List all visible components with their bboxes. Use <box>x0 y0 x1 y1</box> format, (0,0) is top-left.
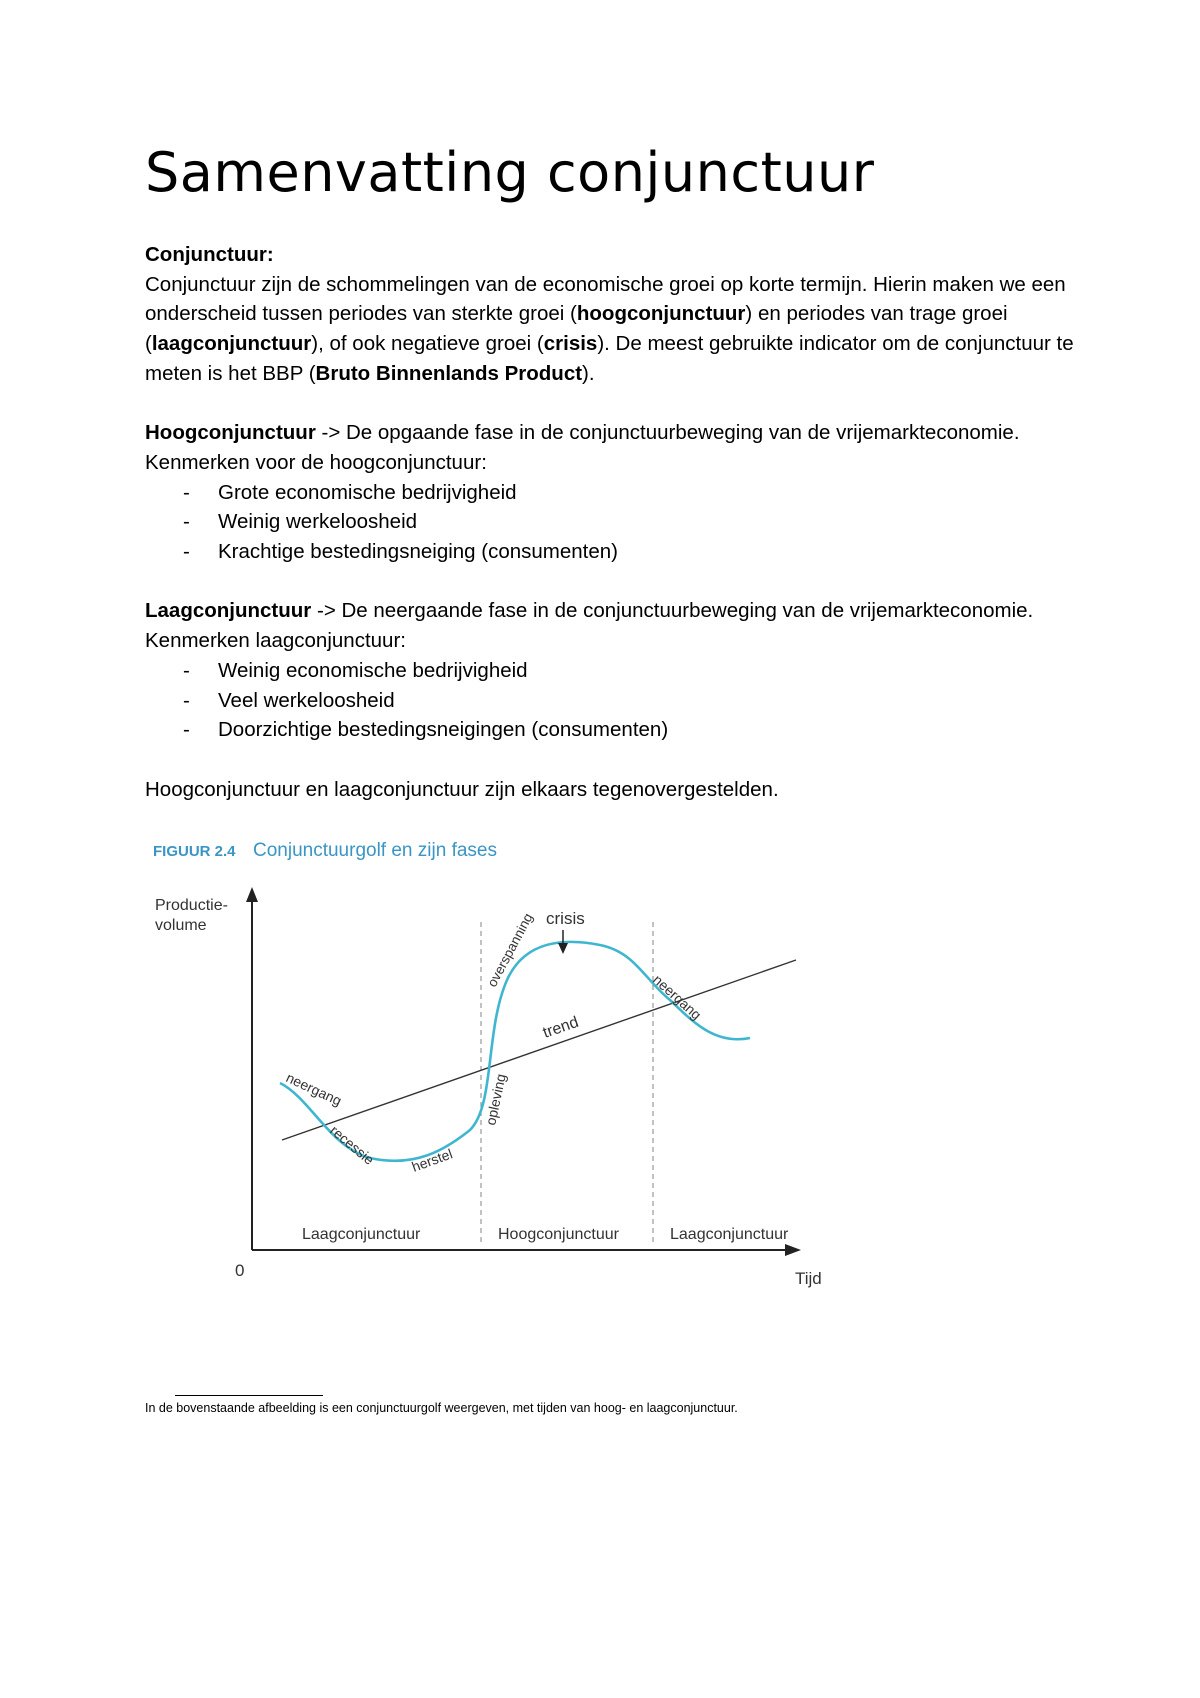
figure-title: Conjunctuurgolf en zijn fases <box>253 840 497 861</box>
phase-label-opleving: opleving <box>482 1072 509 1127</box>
cycle-curve <box>280 942 750 1161</box>
phase-label-herstel: herstel <box>409 1145 455 1175</box>
business-cycle-diagram <box>145 830 845 1320</box>
conclusion: Hoogconjunctuur en laagconjunctuur zijn elkaars tegenovergestelden. <box>145 777 779 801</box>
list-item: - Weinig werkeloosheid <box>145 507 1085 537</box>
y-axis-label-2: volume <box>155 917 207 934</box>
x-axis-label: Tijd <box>795 1269 822 1288</box>
crisis-label: crisis <box>546 909 585 928</box>
y-axis-label-1: Productie- <box>155 897 228 914</box>
footnote-separator <box>175 1395 323 1396</box>
region-label-laagconjunctuur: Laagconjunctuur <box>670 1226 789 1243</box>
figure <box>145 830 845 1320</box>
footnote: In de bovenstaande afbeelding is een conjunctuurgolf weergeven, met tijden van hoog- en laagconjunctuur. <box>145 1401 738 1415</box>
y-axis-arrow-icon <box>246 887 258 902</box>
origin-label: 0 <box>235 1261 245 1280</box>
trend-label: trend <box>540 1013 581 1042</box>
list-item: - Veel werkeloosheid <box>145 686 1085 716</box>
page-title: Samenvatting conjunctuur <box>145 141 875 204</box>
intro-heading: Conjunctuur: <box>145 243 274 266</box>
laag-paragraph: Laagconjunctuur -> De neergaande fase in de conjunctuurbeweging van de vrijemarkteconomie. Kenmerken laagconjunctuur: <box>145 599 1034 653</box>
hoog-paragraph: Hoogconjunctuur -> De opgaande fase in de conjunctuurbeweging van de vrijemarkteconomie. Kenmerken voor de hoogconjunctuur: <box>145 421 1020 474</box>
document-body <box>145 240 1085 804</box>
figure-label: FIGUUR 2.4 <box>153 843 236 860</box>
trend-line <box>282 960 796 1140</box>
crisis-arrow-icon <box>558 943 568 954</box>
list-item: - Weinig economische bedrijvigheid <box>145 656 1085 686</box>
region-label-hoogconjunctuur: Hoogconjunctuur <box>498 1226 619 1243</box>
list-item: - Krachtige bestedingsneiging (consumenten) <box>145 537 1085 567</box>
region-label-laagconjunctuur: Laagconjunctuur <box>302 1226 421 1243</box>
x-axis-arrow-icon <box>785 1244 801 1256</box>
list-item: - Grote economische bedrijvigheid <box>145 478 1085 508</box>
intro-paragraph: Conjunctuur zijn de schommelingen van de economische groei op korte termijn. Hierin maken we een onderscheid tussen periodes van sterkte groei (hoogconjunctuur) en periodes van trage groei (laagconjunctuur), of ook negatieve groei (crisis). De meest gebruikte indicator om de conjunctuur te meten is het BBP (Bruto Binnenlands Product). <box>145 272 1074 385</box>
phase-label-overspanning: overspanning <box>484 910 536 990</box>
laag-list <box>145 656 1085 745</box>
hoog-list <box>145 478 1085 567</box>
phase-label-neergang: neergang <box>283 1069 345 1109</box>
phase-label-neergang: neergang <box>649 971 705 1023</box>
list-item: - Doorzichtige bestedingsneigingen (consumenten) <box>145 715 1085 745</box>
phase-label-recessie: recessie <box>327 1122 378 1168</box>
